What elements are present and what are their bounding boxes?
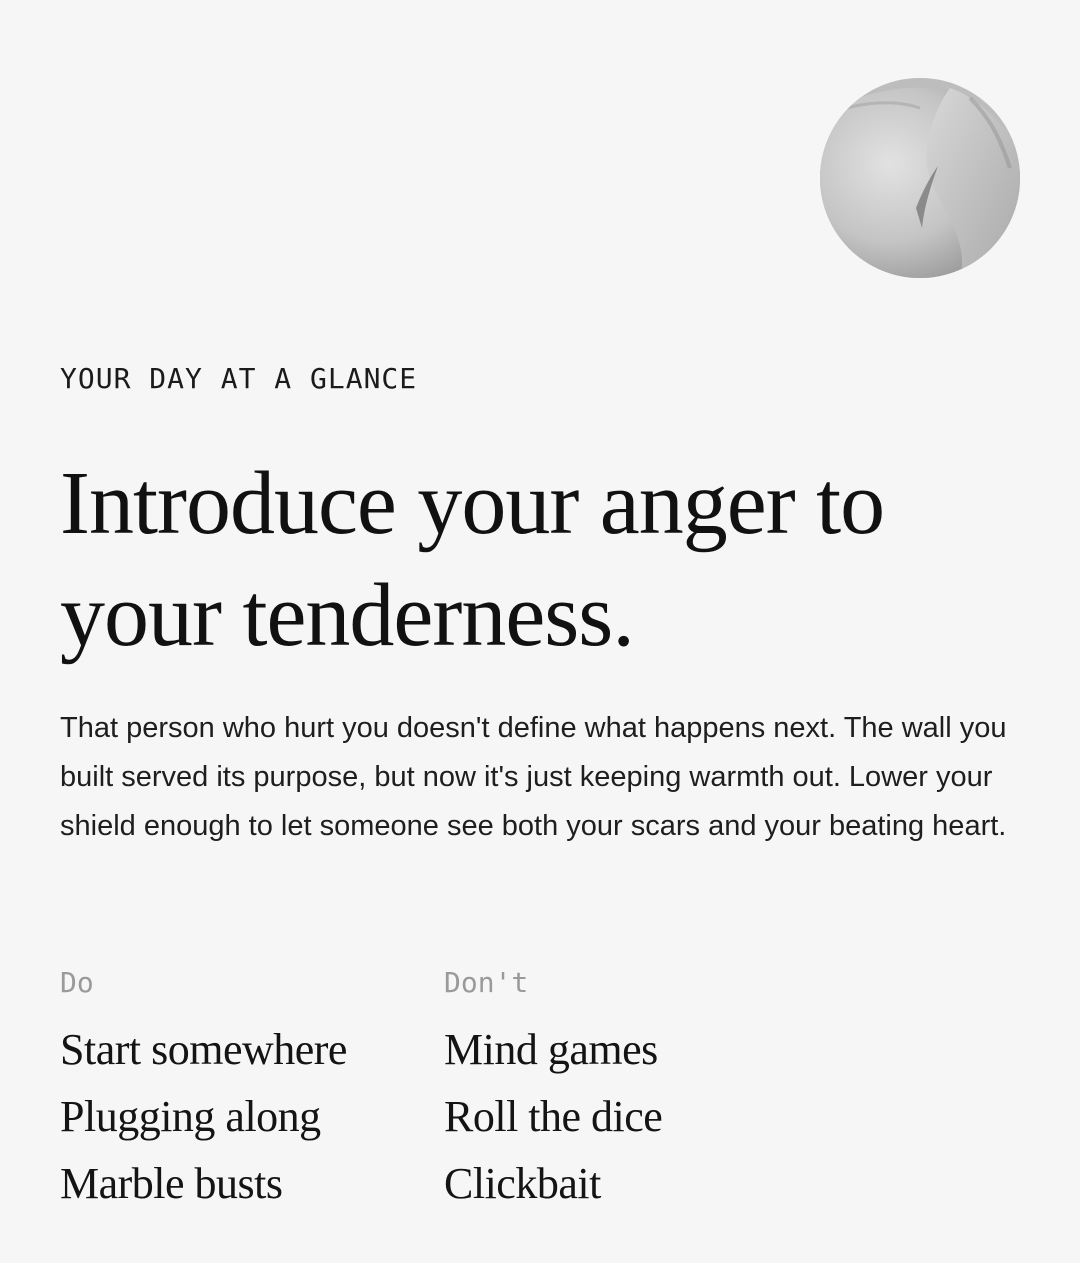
do-item: Start somewhere bbox=[60, 1025, 347, 1074]
page-title: Introduce your anger to your tenderness. bbox=[60, 454, 885, 665]
do-list bbox=[60, 1016, 347, 1217]
dont-column bbox=[444, 964, 662, 1217]
dont-item: Roll the dice bbox=[444, 1092, 663, 1141]
dont-list bbox=[444, 1016, 662, 1217]
section-eyebrow: YOUR DAY AT A GLANCE bbox=[60, 362, 418, 395]
do-heading: Do bbox=[60, 966, 94, 999]
do-item: Plugging along bbox=[60, 1092, 321, 1141]
marble-statue-image bbox=[820, 78, 1020, 278]
dont-item: Mind games bbox=[444, 1025, 658, 1074]
dont-item: Clickbait bbox=[444, 1159, 601, 1208]
do-column bbox=[60, 964, 347, 1217]
do-item: Marble busts bbox=[60, 1159, 283, 1208]
dont-heading: Don't bbox=[444, 966, 529, 999]
reading-body: That person who hurt you doesn't define what happens next. The wall you built served its purpose, but now it's just keeping warmth out. Lower your shield enough to let someone see both your scars and your beating heart. bbox=[60, 712, 1007, 842]
avatar bbox=[820, 78, 1020, 278]
